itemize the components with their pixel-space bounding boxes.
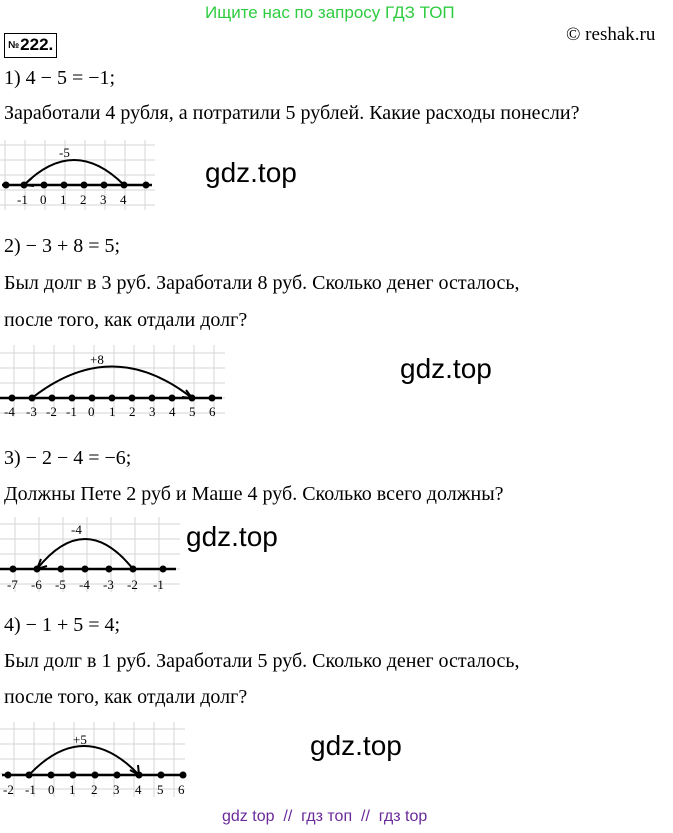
watermark: gdz.top: [186, 521, 278, 552]
tick-label: -2: [3, 782, 14, 797]
tick-label: 6: [209, 404, 216, 419]
tick-label: 4: [169, 404, 176, 419]
tick-label: 4: [120, 192, 127, 207]
item-2-text-line-1: Был долг в 3 руб. Заработали 8 руб. Сколько денег осталось,: [4, 272, 520, 294]
tick-label: -4: [4, 404, 15, 419]
arc-label: -5: [59, 145, 70, 160]
tick-label: -5: [55, 577, 66, 592]
tick-label: 0: [48, 782, 55, 797]
tick-label: 1: [109, 404, 116, 419]
tick-label: 3: [149, 404, 156, 419]
tick-label: 4: [135, 782, 142, 797]
tick-label: 0: [88, 404, 95, 419]
number-line-4: [0, 722, 190, 800]
tick-label: -3: [103, 577, 114, 592]
tick-label: 2: [129, 404, 136, 419]
number-sign: №: [8, 40, 20, 51]
item-2-text-line-2: после того, как отдали долг?: [4, 309, 248, 331]
tick-label: 0: [40, 192, 47, 207]
tick-label: 2: [80, 192, 87, 207]
watermark: gdz.top: [400, 353, 492, 384]
tick-label: -7: [7, 577, 18, 592]
arc-label: +5: [73, 732, 87, 747]
arc-label: +8: [90, 352, 104, 367]
number-line-2: [0, 345, 230, 420]
problem-number: 222.: [20, 35, 54, 54]
tick-label: 3: [113, 782, 120, 797]
number-line-3: [0, 517, 185, 597]
tick-label: 5: [189, 404, 196, 419]
item-4-text-line-2: после того, как отдали долг?: [4, 686, 248, 708]
site-credit: © reshak.ru: [566, 24, 656, 45]
number-line-1: [0, 140, 160, 215]
item-3-text-line-1: Должны Пете 2 руб и Маше 4 руб. Сколько всего должны?: [4, 483, 504, 505]
footer-links: gdz top // гдз топ // гдз top: [222, 808, 428, 825]
tick-label: 1: [69, 782, 76, 797]
tick-label: 5: [157, 782, 164, 797]
equation-3: 3) − 2 − 4 = −6;: [4, 447, 132, 469]
problem-number-badge: [4, 33, 57, 58]
tick-label: -2: [46, 404, 57, 419]
arc-label: -4: [71, 522, 82, 537]
tick-label: 3: [100, 192, 107, 207]
equation-2: 2) − 3 + 8 = 5;: [4, 235, 121, 257]
tick-label: -1: [25, 782, 36, 797]
watermark: gdz.top: [205, 157, 297, 188]
item-4-text-line-1: Был долг в 1 руб. Заработали 5 руб. Сколько денег осталось,: [4, 650, 520, 672]
tick-label: -6: [31, 577, 42, 592]
tick-label: 6: [178, 782, 185, 797]
jump-arc: [32, 367, 192, 399]
tick-label: -1: [66, 404, 77, 419]
tick-label: -1: [17, 192, 28, 207]
jump-arc: [29, 746, 139, 775]
tick-label: 1: [60, 192, 67, 207]
jump-arc: [24, 160, 124, 185]
equation-4: 4) − 1 + 5 = 4;: [4, 614, 121, 636]
top-banner: Ищите нас по запросу ГДЗ ТОП: [205, 3, 455, 22]
equation-1: 1) 4 − 5 = −1;: [4, 67, 116, 89]
tick-label: -1: [153, 577, 164, 592]
tick-label: 2: [91, 782, 98, 797]
watermark: gdz.top: [310, 730, 402, 761]
tick-label: -4: [79, 577, 90, 592]
tick-label: -2: [127, 577, 138, 592]
tick-label: -3: [26, 404, 37, 419]
item-1-text-line-1: Заработали 4 рубля, а потратили 5 рублей. Какие расходы понесли?: [4, 102, 580, 124]
